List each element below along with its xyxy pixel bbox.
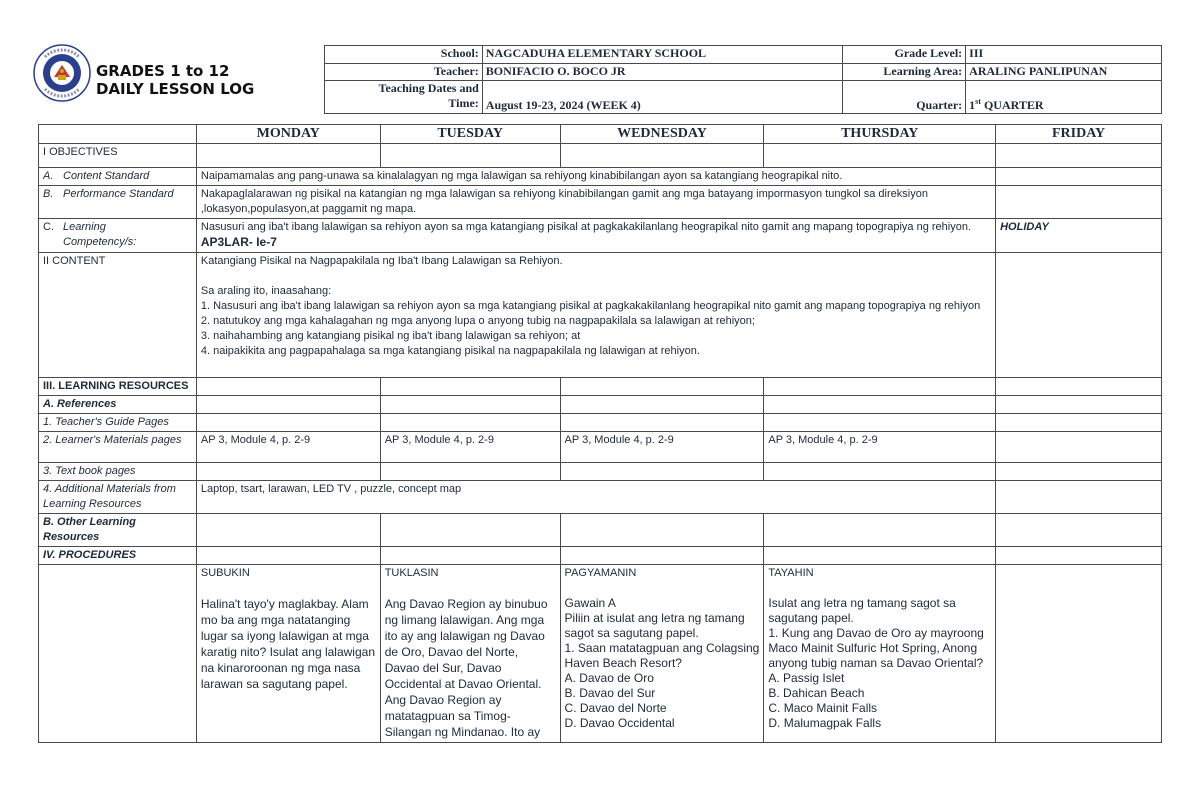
quarter-label: Quarter: (843, 81, 966, 114)
competency-label-line1: Learning (63, 221, 106, 233)
other-resources-label: B. Other Learning Resources (39, 514, 197, 547)
wednesday-choice-a: A. Davao de Oro (564, 671, 654, 685)
procedure-wednesday (560, 565, 764, 743)
grade-level-value: III (966, 46, 1162, 64)
school-label: School: (325, 46, 483, 64)
tuesday-text: Ang Davao Region ay binubuo ng limang lalawigan. Ang mga ito ay ang lalawigan ng Davao de Oro, Davao del Norte, Davao del Sur, Davao Occidental at Davao Oriental. Ang Davao Region ay matatagpuan sa Timog-Silangan ng Mindanao. Ito ay (384, 597, 548, 739)
teaching-dates-value: August 19-23, 2024 (WEEK 4) (482, 81, 843, 114)
friday-holiday: HOLIDAY (996, 219, 1162, 253)
competency-text: Nasusuri ang iba't ibang lalawigan sa rehiyon ayon sa mga katangiang pisikal at pagkakakilanlang heograpikal nito gamit ang mapang topograpiya ng rehiyon. (200, 221, 972, 233)
wednesday-choice-d: D. Davao Occidental (564, 716, 675, 730)
grade-level-label: Grade Level: (843, 46, 966, 64)
additional-materials-label: 4. Additional Materials from Learning Resources (39, 481, 197, 514)
performance-standard-letter: B. (43, 188, 54, 200)
wednesday-choice-c: C. Davao del Norte (564, 701, 667, 715)
thursday-choice-d: D. Malumagpak Falls (768, 716, 882, 730)
thursday-line-1: Isulat ang letra ng tamang sagot sa sagutang papel. (768, 596, 956, 625)
other-resources-row (39, 514, 1162, 547)
thursday-choice-a: A. Passig Islet (768, 671, 845, 685)
objectives-row (39, 144, 1162, 168)
monday-text: Halina't tayo'y maglakbay. Alam mo ba ang mga natatanging lugar sa iyong lalawigan at mga karatig nito? Isulat ang lalawigan na kinaroroonan ng mga nasa larawan sa sagutang papel. (200, 597, 375, 691)
procedure-thursday (764, 565, 996, 743)
lm-wednesday: AP 3, Module 4, p. 2-9 (560, 432, 764, 463)
learning-area-label: Learning Area: (843, 64, 966, 81)
school-value: NAGCADUHA ELEMENTARY SCHOOL (482, 46, 843, 64)
lesson-log-table (38, 124, 1162, 743)
days-header-row (39, 125, 1162, 144)
content-standard-label-text: Content Standard (63, 170, 150, 182)
learning-resources-label: III. LEARNING RESOURCES (39, 378, 197, 396)
performance-standard-text: Nakapaglalarawan ng pisikal na katangian ng mga lalawigan sa rehiyong kinabibilangan gamit ang mga batayang impormasyon tungkol sa direksiyon ,lokasyon,populasyon,at paggamit ng mapa. (196, 186, 995, 219)
textbook-row (39, 463, 1162, 481)
references-label: A. References (39, 396, 197, 414)
lm-tuesday: AP 3, Module 4, p. 2-9 (380, 432, 560, 463)
procedures-row (39, 547, 1162, 565)
procedures-label: IV. PROCEDURES (39, 547, 197, 565)
additional-materials-text: Laptop, tsart, larawan, LED TV , puzzle, concept map (196, 481, 995, 514)
wednesday-choice-b: B. Davao del Sur (564, 686, 656, 700)
wednesday-line-3: 1. Saan matatagpuan ang Colagsing Haven Beach Resort? (564, 641, 760, 670)
competency-text-cell (196, 219, 995, 253)
corner-cell (39, 125, 197, 144)
title-line-2: DAILY LESSON LOG (96, 80, 255, 98)
procedure-tuesday (380, 565, 560, 743)
day-thursday: THURSDAY (764, 125, 996, 144)
content-standard-label (39, 168, 197, 186)
monday-title: SUBUKIN (200, 567, 250, 579)
teaching-dates-label (325, 81, 483, 114)
learners-materials-row (39, 432, 1162, 463)
learners-materials-label: 2. Learner's Materials pages (39, 432, 197, 463)
title-line-1: GRADES 1 to 12 (96, 62, 230, 80)
content-standard-row (39, 168, 1162, 186)
document-title (96, 62, 254, 98)
content-standard-text: Naipamamalas ang pang-unawa sa kinalalagyan ng mga lalawigan sa rehiyong kinabibilangan ayon sa katangiang heograpikal nito. (196, 168, 995, 186)
teacher-label: Teacher: (325, 64, 483, 81)
content-item-2: 2. natutukoy ang mga kahalagahan ng mga anyong lupa o anyong tubig na nagpapakilala sa lalawigan at rehiyon; (200, 315, 755, 327)
day-tuesday: TUESDAY (380, 125, 560, 144)
teaching-dates-label-line1: Teaching Dates and (378, 81, 479, 95)
tuesday-title: TUKLASIN (384, 567, 439, 579)
wednesday-title: PAGYAMANIN (564, 567, 637, 579)
competency-label-line2: Competency/s: (63, 236, 137, 248)
thursday-line-2: 1. Kung ang Davao de Oro ay mayroong Maco Mainit Sulfuric Hot Spring, Anong anyong tubig naman sa Davao Oriental? (768, 626, 984, 670)
content-item-3: 3. naihahambing ang katangiang pisikal ng iba't ibang lalawigan sa rehiyon; at (200, 330, 581, 342)
resources-row (39, 378, 1162, 396)
quarter-suffix: st (975, 97, 981, 106)
objectives-label: I OBJECTIVES (39, 144, 197, 168)
competency-row (39, 219, 1162, 253)
day-wednesday: WEDNESDAY (560, 125, 764, 144)
references-row (39, 396, 1162, 414)
day-monday: MONDAY (196, 125, 380, 144)
procedure-monday (196, 565, 380, 743)
lm-thursday: AP 3, Module 4, p. 2-9 (764, 432, 996, 463)
lm-monday: AP 3, Module 4, p. 2-9 (196, 432, 380, 463)
thursday-title: TAYAHIN (768, 567, 814, 579)
header-info-table (324, 45, 1162, 114)
content-text-cell (196, 253, 995, 378)
competency-letter: C. (43, 221, 54, 233)
content-label: II CONTENT (39, 253, 197, 378)
content-title: Katangiang Pisikal na Nagpapakilala ng Iba't Ibang Lalawigan sa Rehiyon. (200, 255, 563, 267)
wednesday-line-2: Piliin at isulat ang letra ng tamang sagot sa sagutang papel. (564, 611, 745, 640)
quarter-value (966, 81, 1162, 114)
wednesday-line-1: Gawain A (564, 596, 616, 610)
deped-seal-logo (33, 44, 91, 102)
day-friday: FRIDAY (996, 125, 1162, 144)
content-standard-letter: A. (43, 170, 54, 182)
content-item-4: 4. naipakikita ang pagpapahalaga sa mga katangiang pisikal na nagpapakilala ng lalawigan at rehiyon. (200, 345, 700, 357)
quarter-word: QUARTER (980, 98, 1044, 112)
teachers-guide-row (39, 414, 1162, 432)
competency-label (39, 219, 197, 253)
teachers-guide-label: 1. Teacher's Guide Pages (39, 414, 197, 432)
performance-standard-label-text: Performance Standard (63, 188, 174, 200)
procedures-content-row (39, 565, 1162, 743)
thursday-choice-c: C. Maco Mainit Falls (768, 701, 878, 715)
performance-standard-row (39, 186, 1162, 219)
teaching-dates-label-line2: Time: (448, 96, 479, 110)
quarter-number: 1 (969, 98, 976, 112)
thursday-choice-b: B. Dahican Beach (768, 686, 865, 700)
teacher-value: BONIFACIO O. BOCO JR (482, 64, 843, 81)
additional-materials-row (39, 481, 1162, 514)
content-item-1: 1. Nasusuri ang iba't ibang lalawigan sa rehiyon ayon sa mga katangiang pisikal at pagkakakilanlang heograpikal nito gamit ang mapang topograpiya ng rehiyon (200, 300, 981, 312)
procedure-friday (996, 565, 1162, 743)
learning-area-value: ARALING PANLIPUNAN (966, 64, 1162, 81)
competency-code: AP3LAR- Ie-7 (200, 235, 277, 249)
textbook-label: 3. Text book pages (39, 463, 197, 481)
content-row (39, 253, 1162, 378)
content-intro: Sa araling ito, inaasahang: (200, 285, 332, 297)
performance-standard-label (39, 186, 197, 219)
